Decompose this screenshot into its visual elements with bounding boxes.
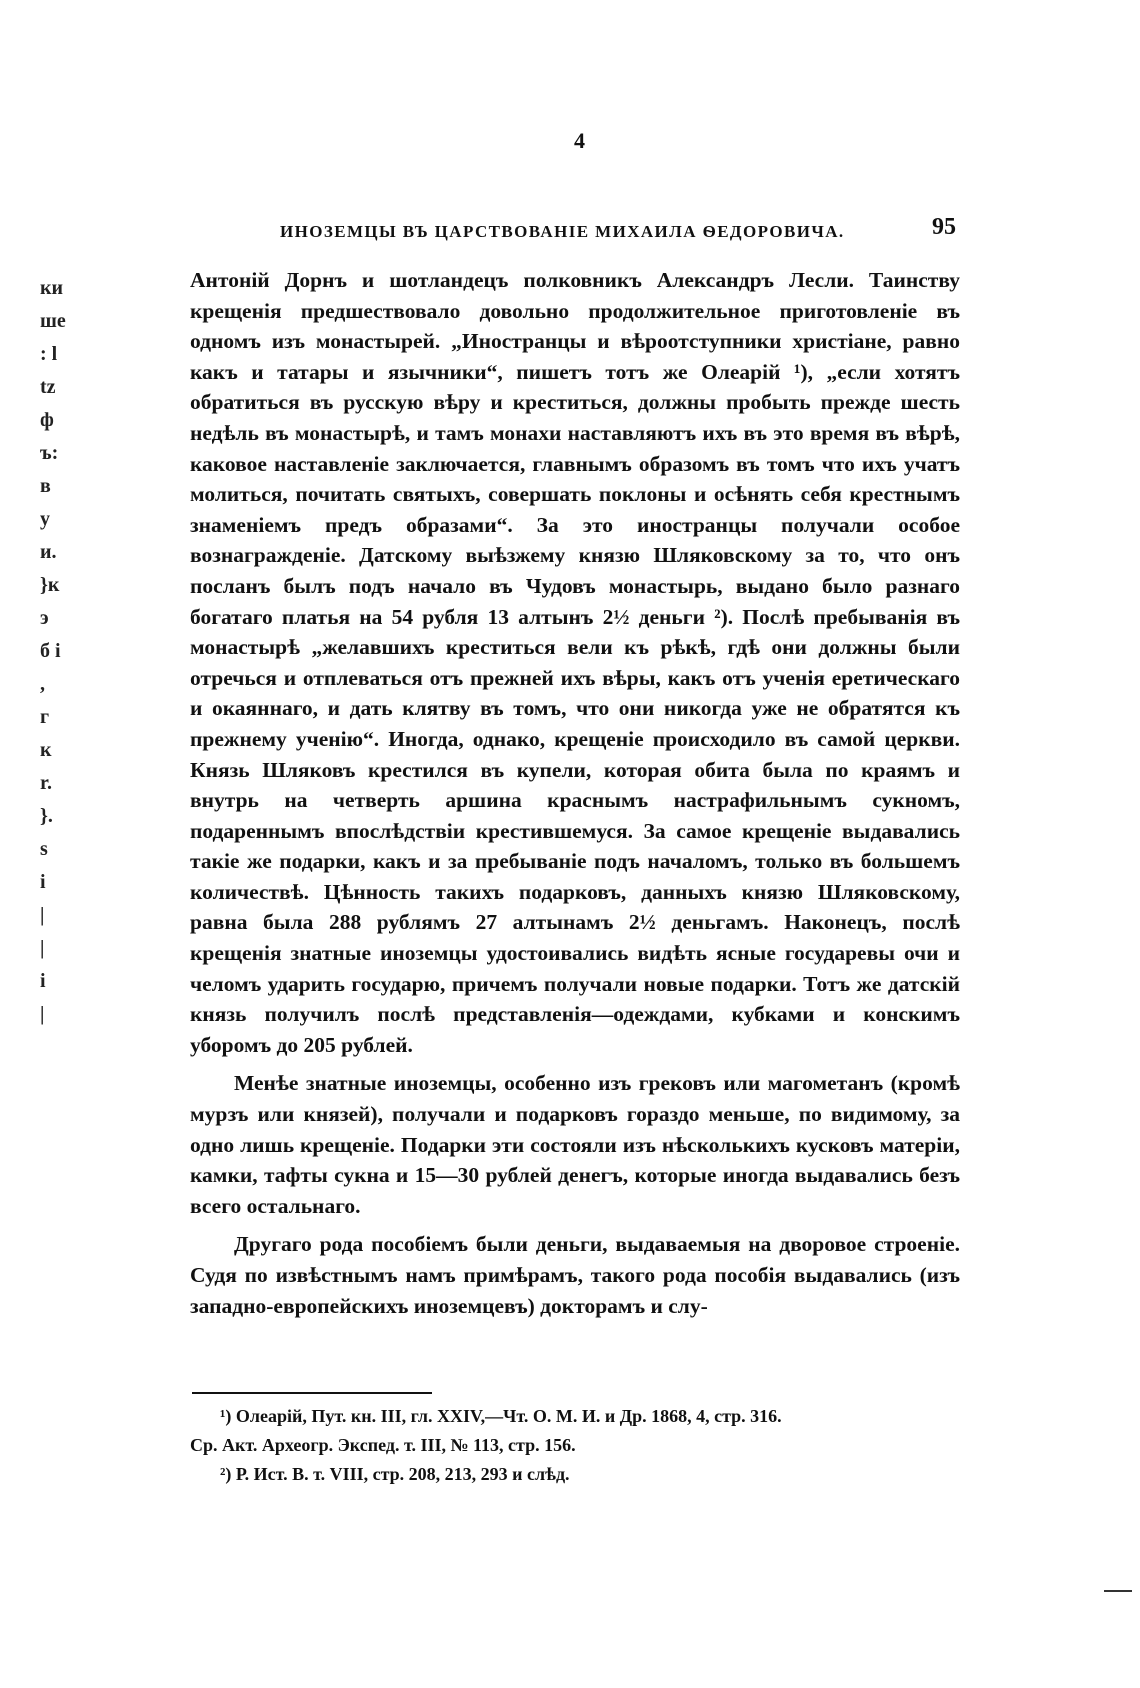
paragraph: Антоній Дорнъ и шотландецъ полковникъ Александръ Лесли. Таинству крещенія предшествовало довольно продолжительное приготовленіе въ одномъ изъ монастырей. „Иностранцы и вѣроотступники христіане, равно какъ и татары и язычники“, пишетъ тотъ же Олеарій ¹), „если хотятъ обратиться въ русскую вѣру и креститься, должны пробыть прежде шесть недѣль въ монастырѣ, и тамъ монахи наставляютъ ихъ въ это время въ вѣрѣ, каковое наставленіе заключается, главнымъ образомъ въ томъ что ихъ учатъ молиться, почитать святыхъ, совершать поклоны и осѣнять себя крестнымъ знаменіемъ предъ образами“. За это иностранцы получали особое вознагражденіе. Датскому выѣзжему князю Шляковскому за то, что онъ посланъ былъ подъ начало въ Чудовъ монастырь, выдано было разнаго богатаго платья на 54 рубля 13 алтынъ 2½ деньги ²). Послѣ пребыванія въ монастырѣ „желавшихъ креститься вели къ рѣкѣ, гдѣ они должны были отречься и отплеваться отъ прежней ихъ вѣры, какъ отъ ученія еретическаго и окаяннаго, и дать клятву въ томъ, что они никогда уже не обратятся къ прежнему ученію“. Иногда, однако, крещеніе происходило въ самой церкви. Князь Шляковъ крестился въ купели, которая обита была по краямъ и внутрь на четверть аршина краснымъ настрафильнымъ сукномъ, подареннымъ впослѣдствіи крестившемуся. За самое крещеніе выдавались такіе же подарки, какъ и за пребываніе подъ началомъ, только въ большемъ количествѣ. Цѣнность такихъ подарковъ, данныхъ князю Шляковскому, равна была 288 рублямъ 27 алтынамъ 2½ деньгамъ. Наконецъ, послѣ крещенія знатные иноземцы удостоивались видѣть ясные государевы очи и челомъ ударить государю, причемъ получали новые подарки. Тотъ же датскій князь получилъ послѣ представленія—одеждами, кубками и конскимъ уборомъ до 205 рублей.: [190, 268, 960, 1057]
running-head: [280, 214, 960, 254]
margin-fragment: э: [40, 607, 49, 629]
margin-fragment: }.: [40, 805, 53, 827]
page-number: 95: [932, 214, 956, 240]
margin-fragment: ,: [40, 673, 45, 695]
margin-fragment: i: [40, 970, 46, 992]
margin-fragment: |: [40, 1003, 45, 1025]
margin-fragment: в: [40, 475, 51, 497]
margin-fragment: к: [40, 739, 52, 761]
right-margin-mark: [1104, 1590, 1132, 1592]
paragraph: Менѣе знатные иноземцы, особенно изъ грековъ или магометанъ (кромѣ мурзъ или князей), получали и подарковъ гораздо меньше, по видимому, за одно лишь крещеніе. Подарки эти состояли изъ нѣсколькихъ кусковъ матеріи, камки, тафты сукна и 15—30 рублей денегъ, которые иногда выдавались безъ всего остальнаго.: [190, 1071, 960, 1218]
margin-fragment: |: [40, 904, 45, 926]
margin-fragment: |: [40, 937, 45, 959]
footnote-2: ²) Р. Ист. В. т. VIII, стр. 208, 213, 293 и слѣд.: [220, 1464, 570, 1484]
footnote-1-continuation: Ср. Акт. Археогр. Экспед. т. III, № 113, стр. 156.: [190, 1435, 576, 1455]
margin-fragment: ъ:: [40, 442, 59, 464]
margin-fragment: s: [40, 838, 48, 860]
margin-fragment: ки: [40, 277, 64, 299]
paragraph: Другаго рода пособіемъ были деньги, выдаваемыя на дворовое строеніе. Судя по извѣстнымъ намъ примѣрамъ, такого рода пособія выдавались (изъ западно-европейскихъ иноземцевъ) докторамъ и слу-: [190, 1232, 960, 1318]
left-margin-fragments: [40, 272, 80, 1031]
margin-fragment: г: [40, 706, 50, 728]
margin-fragment: tz: [40, 376, 56, 398]
margin-fragment: ф: [40, 409, 54, 431]
footnote-1: ¹) Олеарій, Пут. кн. III, гл. XXIV,—Чт. О. М. И. и Др. 1868, 4, стр. 316.: [220, 1406, 782, 1426]
top-mark: 4: [574, 128, 585, 153]
running-head-title: ИНОЗЕМЦЫ ВЪ ЦАРСТВОВАНІЕ МИХАИЛА ѲЕДОРОВИЧА.: [280, 222, 845, 241]
margin-fragment: r.: [40, 772, 53, 794]
margin-fragment: и.: [40, 541, 57, 563]
margin-fragment: : l: [40, 343, 58, 365]
margin-fragment: ше: [40, 310, 66, 332]
body-text: [190, 265, 960, 1321]
margin-fragment: i: [40, 871, 46, 893]
footnote-rule: [192, 1392, 432, 1394]
margin-fragment: у: [40, 508, 50, 530]
footnotes: [190, 1402, 990, 1489]
margin-fragment: }к: [40, 574, 60, 596]
margin-fragment: б i: [40, 640, 61, 662]
